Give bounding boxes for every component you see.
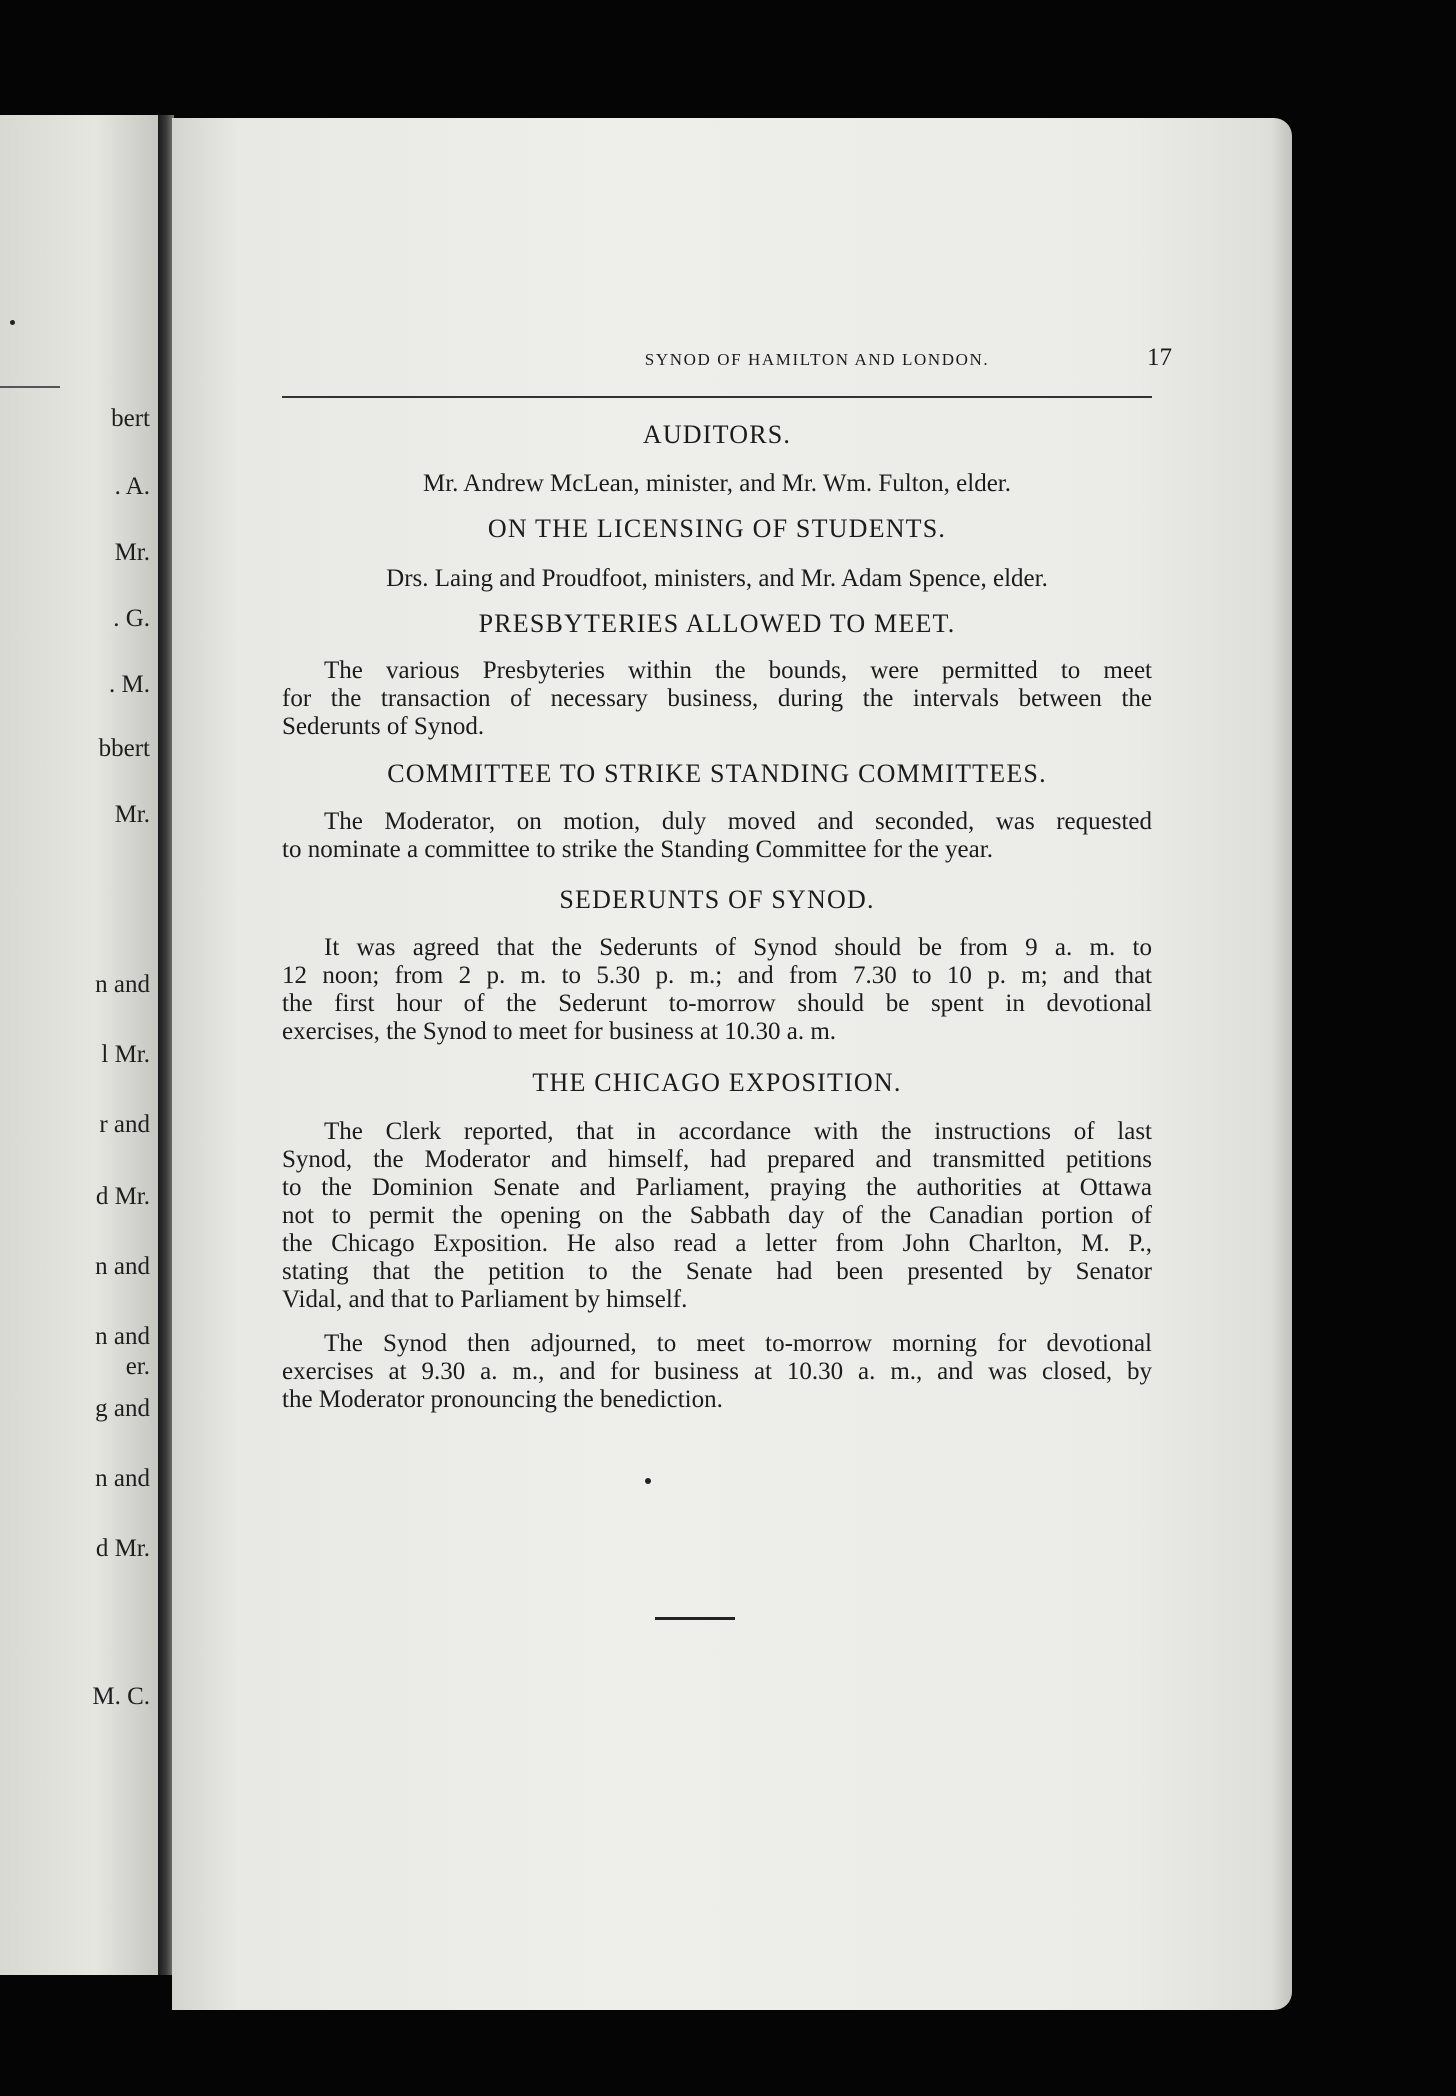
- paragraph-line: The various Presbyteries within the bounds, were permitted to meet: [324, 657, 1152, 684]
- left-fragment: d Mr.: [95, 1535, 150, 1562]
- left-page-rule: [0, 386, 60, 388]
- paragraph-line: The Synod then adjourned, to meet to-morrow morning for devotional: [324, 1330, 1152, 1357]
- left-fragment: d Mr.: [95, 1183, 150, 1210]
- left-fragment: bert: [111, 405, 150, 432]
- section-heading-chicago: THE CHICAGO EXPOSITION.: [532, 1068, 902, 1097]
- header-rule: [282, 396, 1152, 398]
- paragraph-line: not to permit the opening on the Sabbath day of the Canadian portion of: [282, 1202, 1152, 1229]
- left-fragment: . A.: [114, 473, 150, 500]
- left-fragment: n and: [95, 971, 150, 998]
- paragraph-line: exercises, the Synod to meet for business at 10.30 a. m.: [282, 1018, 837, 1045]
- licensing-line: Drs. Laing and Proudfoot, ministers, and Mr. Adam Spence, elder.: [386, 565, 1048, 592]
- left-fragment: n and: [95, 1323, 150, 1350]
- left-fragment: . M.: [109, 671, 150, 698]
- paragraph-line: The Clerk reported, that in accordance with the instructions of last: [324, 1118, 1152, 1145]
- paragraph-line: It was agreed that the Sederunts of Synod should be from 9 a. m. to: [324, 934, 1152, 961]
- left-fragment: n and: [95, 1465, 150, 1492]
- left-fragment: Mr.: [114, 539, 150, 566]
- paragraph-line: Vidal, and that to Parliament by himself.: [282, 1286, 688, 1313]
- paragraph-line: stating that the petition to the Senate had been presented by Senator: [282, 1258, 1152, 1285]
- section-heading-presbyteries: PRESBYTERIES ALLOWED TO MEET.: [478, 609, 956, 638]
- auditors-line: Mr. Andrew McLean, minister, and Mr. Wm. Fulton, elder.: [422, 470, 1012, 497]
- paragraph-line: The Moderator, on motion, duly moved and seconded, was requested: [324, 808, 1152, 835]
- end-rule: [655, 1617, 735, 1620]
- paragraph-line: 12 noon; from 2 p. m. to 5.30 p. m.; and from 7.30 to 10 p. m; and that: [282, 962, 1152, 989]
- left-fragment: bbert: [98, 735, 150, 762]
- left-fragment: M. C.: [92, 1683, 150, 1710]
- paragraph-line: the first hour of the Sederunt to-morrow should be spent in devotional: [282, 990, 1152, 1017]
- paragraph-line: for the transaction of necessary business, during the intervals between the: [282, 685, 1152, 712]
- section-heading-sederunts: SEDERUNTS OF SYNOD.: [559, 885, 875, 914]
- section-heading-committee: COMMITTEE TO STRIKE STANDING COMMITTEES.: [387, 759, 1047, 788]
- left-facing-page: [0, 115, 158, 1975]
- paragraph-line: to nominate a committee to strike the Standing Committee for the year.: [282, 836, 993, 863]
- ink-dot: [10, 320, 15, 325]
- left-fragment: er.: [125, 1353, 150, 1380]
- paragraph-line: Synod, the Moderator and himself, had prepared and transmitted petitions: [282, 1146, 1152, 1173]
- paragraph-line: exercises at 9.30 a. m., and for business at 10.30 a. m., and was closed, by: [282, 1358, 1152, 1385]
- paragraph-line: the Chicago Exposition. He also read a letter from John Charlton, M. P.,: [282, 1230, 1152, 1257]
- ink-dot: [645, 1478, 651, 1484]
- page-number: 17: [1147, 344, 1172, 371]
- left-fragment: . G.: [113, 605, 150, 632]
- section-heading-auditors: AUDITORS.: [642, 420, 792, 449]
- paragraph-line: Sederunts of Synod.: [282, 713, 485, 740]
- left-fragment: n and: [95, 1253, 150, 1280]
- left-fragment: l Mr.: [101, 1041, 150, 1068]
- page-edge-shadow: [1270, 118, 1292, 2010]
- document-page: [172, 118, 1292, 2010]
- paragraph-line: the Moderator pronouncing the benediction.: [282, 1386, 723, 1413]
- left-fragment: g and: [95, 1395, 150, 1422]
- section-heading-licensing: ON THE LICENSING OF STUDENTS.: [487, 514, 947, 543]
- paragraph-line: to the Dominion Senate and Parliament, praying the authorities at Ottawa: [282, 1174, 1152, 1201]
- left-fragment: Mr.: [114, 801, 150, 828]
- left-fragment: r and: [99, 1111, 150, 1138]
- running-head: SYNOD OF HAMILTON AND LONDON.: [644, 350, 990, 369]
